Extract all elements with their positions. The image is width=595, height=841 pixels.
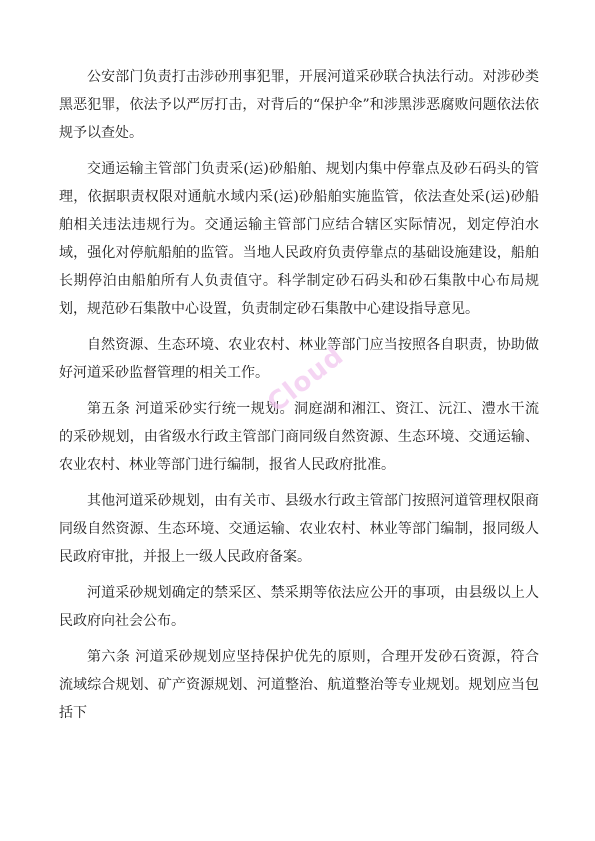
paragraph-transport: 交通运输主管部门负责采(运)砂船舶、规划内集中停靠点及砂石码头的管理，依据职责权限对通航水域内采(运)砂船舶实施监管，依法查处采(运)砂船舶相关违法违规行为。交通运输主管部门应结合辖区实际情况，划定停泊水域，强化对停航船舶的监管。当地人民政府负责停靠点的基础设施建设，船舶长期停泊由船舶所有人负责值守。科学制定砂石码头和砂石集散中心布局规划，规范砂石集散中心设置，负责制定砂石集散中心建设指导意见。 — [59, 161, 539, 317]
watermark-logo: Cloud — [262, 340, 350, 419]
paragraph-other-river-plans: 其他河道采砂规划，由有关市、县级水行政主管部门按照河道管理权限商同级自然资源、生态环境、交通运输、农业农村、林业等部门编制，报同级人民政府审批，并报上一级人民政府备案。 — [59, 493, 539, 565]
document-body — [59, 63, 539, 735]
paragraph-article-5: 第五条 河道采砂实行统一规划。洞庭湖和湘江、资江、沅江、澧水干流的采砂规划，由省级水行政主管部门商同级自然资源、生态环境、交通运输、农业农村、林业等部门进行编制，报省人民政府批准。 — [59, 401, 539, 473]
paragraph-public-security: 公安部门负责打击涉砂刑事犯罪，开展河道采砂联合执法行动。对涉砂类黑恶犯罪，依法予以严厉打击，对背后的“保护伞”和涉黑涉恶腐败问题依法依规予以查处。 — [59, 69, 539, 141]
paragraph-article-6: 第六条 河道采砂规划应坚持保护优先的原则，合理开发砂石资源，符合流域综合规划、矿产资源规划、河道整治、航道整治等专业规划。规划应当包括下 — [59, 649, 539, 721]
paragraph-public-disclosure: 河道采砂规划确定的禁采区、禁采期等依法应公开的事项，由县级以上人民政府向社会公布。 — [59, 585, 539, 629]
paragraph-other-departments: 自然资源、生态环境、农业农村、林业等部门应当按照各自职责，协助做好河道采砂监督管理的相关工作。 — [59, 337, 539, 381]
